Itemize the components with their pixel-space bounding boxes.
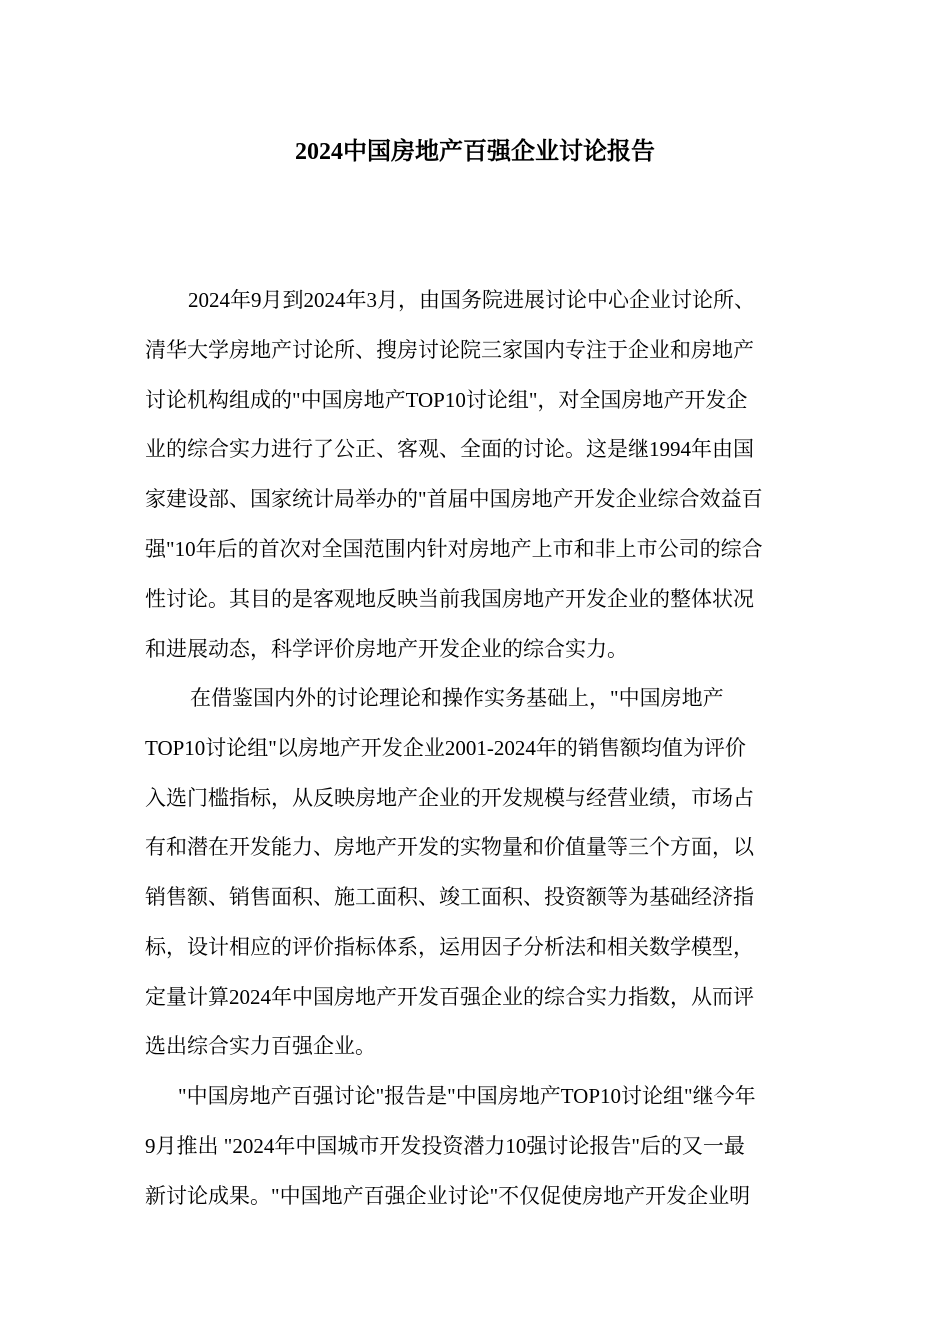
paragraph-line: 业的综合实力进行了公正、客观、全面的讨论。这是继1994年由国 [145,437,754,461]
paragraph-line: 销售额、销售面积、施工面积、竣工面积、投资额等为基础经济指 [145,885,754,909]
paragraph-line: 有和潜在开发能力、房地产开发的实物量和价值量等三个方面，以 [145,835,754,859]
paragraph-line: 和进展动态，科学评价房地产开发企业的综合实力。 [145,637,628,661]
paragraph-line: 2024年9月到2024年3月，由国务院进展讨论中心企业讨论所、 [188,288,755,312]
paragraph-line: 强"10年后的首次对全国范围内针对房地产上市和非上市公司的综合 [145,537,763,561]
paragraph-line: 在借鉴国内外的讨论理论和操作实务基础上，"中国房地产 [190,686,724,710]
paragraph-line: 标，设计相应的评价指标体系，运用因子分析法和相关数学模型， [145,935,754,959]
paragraph-line: 定量计算2024年中国房地产开发百强企业的综合实力指数，从而评 [145,985,754,1009]
paragraph-line: 入选门槛指标，从反映房地产企业的开发规模与经营业绩，市场占 [145,786,754,810]
paragraph-line: TOP10讨论组"以房地产开发企业2001-2024年的销售额均值为评价 [145,736,746,760]
paragraph-line: 家建设部、国家统计局举办的"首届中国房地产开发企业综合效益百 [145,487,763,511]
paragraph-line: 清华大学房地产讨论所、搜房讨论院三家国内专注于企业和房地产 [145,338,754,362]
document-title: 2024中国房地产百强企业讨论报告 [295,139,655,165]
paragraph-line: 9月推出 "2024年中国城市开发投资潜力10强讨论报告"后的又一最 [145,1134,745,1158]
paragraph-line: "中国房地产百强讨论"报告是"中国房地产TOP10讨论组"继今年 [178,1084,756,1108]
paragraph-line: 讨论机构组成的"中国房地产TOP10讨论组"，对全国房地产开发企 [145,388,748,412]
paragraph-line: 选出综合实力百强企业。 [145,1034,376,1058]
paragraph-line: 性讨论。其目的是客观地反映当前我国房地产开发企业的整体状况 [145,587,754,611]
paragraph-line: 新讨论成果。"中国地产百强企业讨论"不仅促使房地产开发企业明 [145,1184,751,1208]
